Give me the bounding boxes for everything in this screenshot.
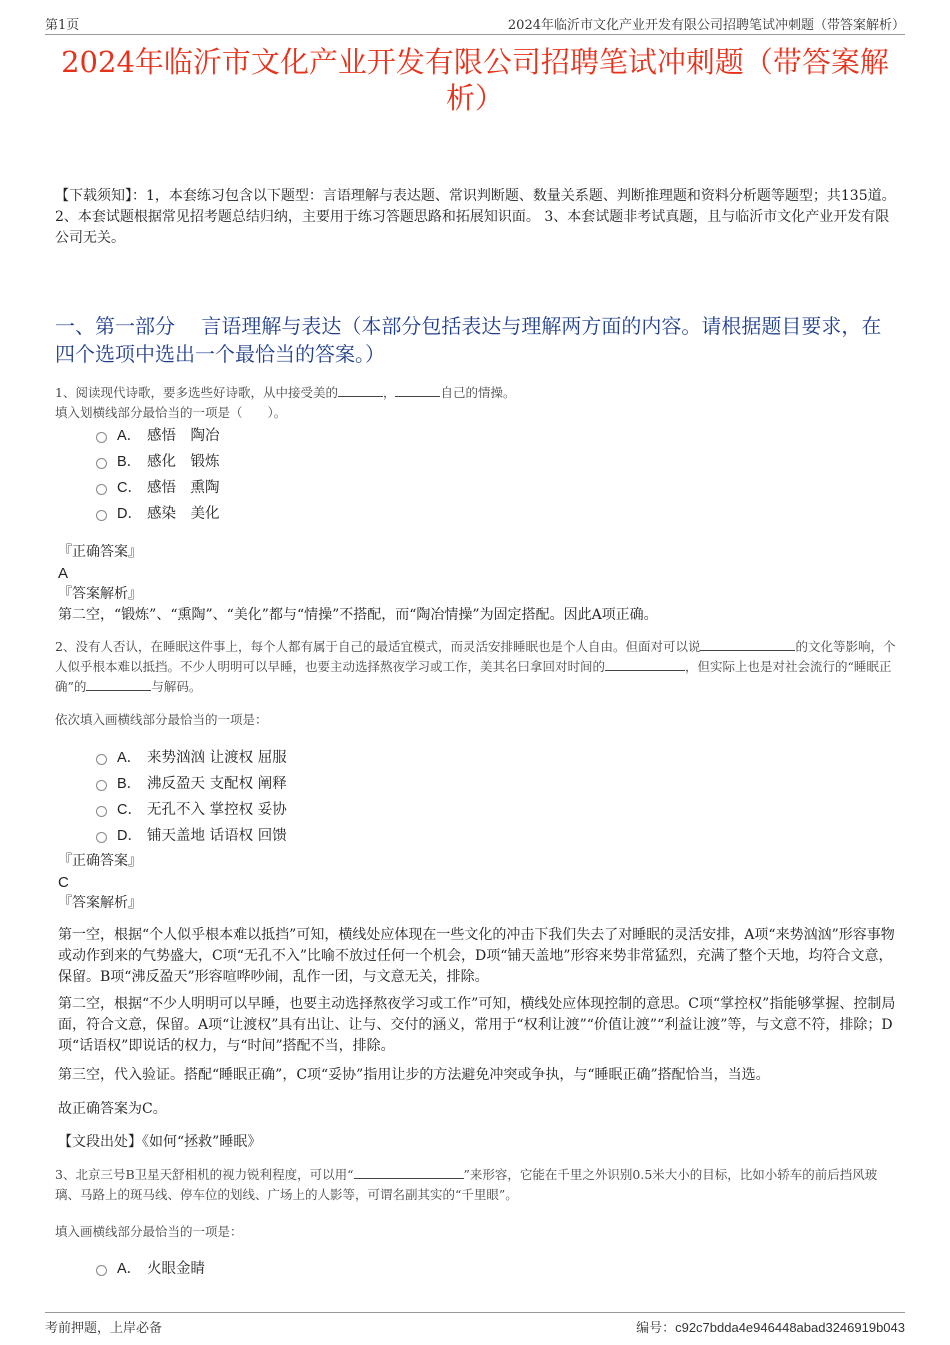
radio-icon[interactable] — [96, 484, 107, 495]
code-value: c92c7bdda4e946448abad3246919b043 — [675, 1320, 905, 1335]
option-a[interactable] — [96, 743, 287, 769]
option-letter: A． — [117, 1260, 142, 1277]
analysis-text: 第二空，“锻炼”、“熏陶”、“美化”都与“情操”不搭配，而“陶冶情操”为固定搭配。因此A项正确。 — [58, 607, 658, 623]
option-b[interactable] — [96, 447, 220, 473]
option-text: 感染 美化 — [147, 505, 220, 522]
q2-stem-part: ，但实际上也是对社会流行的“睡眠正确”的 — [55, 659, 892, 694]
section-heading: 一、第一部分 言语理解与表达（本部分包括表达与理解两方面的内容。请根据题目要求，在四个选项中选出一个最恰当的答案。） — [55, 314, 882, 366]
option-letter: D． — [117, 505, 142, 522]
fill-blank — [605, 658, 685, 671]
radio-icon[interactable] — [96, 806, 107, 817]
option-letter: B． — [117, 775, 142, 792]
q1-instruction: 填入划横线部分最恰当的一项是（ ）。 — [55, 405, 287, 420]
fill-blank — [700, 638, 795, 651]
option-text: 无孔不入 掌控权 妥协 — [147, 801, 287, 818]
fill-blank — [354, 1166, 464, 1179]
q1-stem-part: ， — [382, 385, 396, 400]
radio-icon[interactable] — [96, 458, 107, 469]
q2-stem-part: 的文化等影响，个人似乎根本难以抵挡。不少人明明可以早睡，也要主动选择熬夜学习或工作，美其名曰拿回对时间的 — [55, 639, 896, 674]
analysis-paragraph-2: 第二空，根据“不少人明明可以早睡，也要主动选择熬夜学习或工作”可知，横线处应体现控制的意思。C项“掌控权”指能够掌握、控制局面，符合文意，保留。A项“让渡权”具有出让、让与、交付的涵义，常用于“权利让渡”“价值让渡”“利益让渡”等，与文意不符，排除；D项“话语权”即说话的权力，与“时间”搭配不当，排除。 — [58, 996, 896, 1054]
correct-answer: C — [58, 874, 69, 891]
option-text: 铺天盖地 话语权 回馈 — [147, 827, 287, 844]
question-3-stem — [55, 1165, 900, 1205]
page-number: 第1页 — [45, 18, 80, 33]
option-a[interactable] — [96, 1254, 205, 1280]
option-letter: D． — [117, 827, 142, 844]
fill-blank — [395, 384, 440, 397]
q3-instruction: 填入画横线部分最恰当的一项是： — [55, 1224, 243, 1239]
radio-icon[interactable] — [96, 510, 107, 521]
option-b[interactable] — [96, 769, 287, 795]
text-source: 【文段出处】《如何“拯救”睡眠》 — [58, 1134, 262, 1150]
radio-icon[interactable] — [96, 1265, 107, 1276]
radio-icon[interactable] — [96, 780, 107, 791]
option-letter: C． — [117, 801, 142, 818]
option-text: 火眼金睛 — [147, 1260, 205, 1277]
footer-code — [636, 1317, 905, 1336]
header-doc-title: 2024年临沂市文化产业开发有限公司招聘笔试冲刺题（带答案解析） — [507, 18, 905, 33]
fill-blank — [338, 384, 383, 397]
analysis-paragraph-1: 第一空，根据“个人似乎根本难以抵挡”可知，横线处应体现在一些文化的冲击下我们失去了对睡眠的灵活安排，A项“来势汹汹”形容事物或动作到来的气势盛大，C项“无孔不入”比喻不放过任何一个机会，D项“铺天盖地”形容来势非常猛烈，充满了整个天地，均符合文意，保留。B项“沸反盈天”形容喧哗吵闹，乱作一团，与文意无关，排除。 — [58, 927, 895, 985]
answer-label: 『正确答案』 — [58, 853, 142, 869]
option-letter: B． — [117, 453, 142, 470]
option-text: 感悟 陶冶 — [147, 427, 220, 444]
option-c[interactable] — [96, 795, 287, 821]
correct-answer: A — [58, 565, 69, 582]
analysis-paragraph-3: 第三空，代入验证。搭配“睡眠正确”，C项“妥协”指用让步的方法避免冲突或争执，与“睡眠正确”搭配恰当，当选。 — [58, 1067, 770, 1083]
answer-label: 『正确答案』 — [58, 544, 142, 560]
q2-stem-part: 与解码。 — [151, 679, 202, 694]
question-2-answer — [58, 851, 900, 914]
document-title: 2024年临沂市文化产业开发有限公司招聘笔试冲刺题（带答案解析） — [61, 45, 889, 115]
question-3-options — [96, 1254, 205, 1280]
footer-slogan: 考前押题，上岸必备 — [45, 1321, 163, 1336]
question-2-options — [96, 743, 287, 847]
q2-instruction: 依次填入画横线部分最恰当的一项是： — [55, 712, 268, 727]
option-a[interactable] — [96, 421, 220, 447]
page-footer — [45, 1312, 905, 1337]
option-text: 来势汹汹 让渡权 屈服 — [147, 749, 287, 766]
analysis-conclusion: 故正确答案为C。 — [58, 1101, 167, 1117]
question-1-options — [96, 421, 220, 525]
q3-stem-part: ”来形容，它能在千里之外识别0.5米大小的目标，比如小轿车的前后挡风玻璃、马路上的斑马线、停车位的划线、广场上的人影等，可谓名副其实的“千里眼”。 — [55, 1167, 878, 1202]
download-notice: 【下载须知】：1，本套练习包含以下题型：言语理解与表达题、常识判断题、数量关系题、判断推理题和资料分析题等题型；共135道。 2、本套试题根据常见招考题总结归纳，主要用于练习答题思路和拓展知识面。 3、本套试题非考试真题，且与临沂市文化产业开发有限公司无关。 — [55, 188, 896, 246]
radio-icon[interactable] — [96, 832, 107, 843]
option-letter: A． — [117, 749, 142, 766]
radio-icon[interactable] — [96, 432, 107, 443]
option-letter: A． — [117, 427, 142, 444]
option-d[interactable] — [96, 499, 220, 525]
option-d[interactable] — [96, 821, 287, 847]
fill-blank — [86, 678, 151, 691]
analysis-label: 『答案解析』 — [58, 895, 142, 911]
question-2-stem — [55, 637, 900, 697]
code-label: 编号： — [636, 1321, 676, 1336]
q3-stem-part: 3、北京三号B卫星天舒相机的视力锐利程度，可以用“ — [55, 1167, 354, 1182]
q1-stem-part: 自己的情操。 — [440, 385, 516, 400]
option-text: 感悟 熏陶 — [147, 479, 220, 496]
option-c[interactable] — [96, 473, 220, 499]
option-letter: C． — [117, 479, 142, 496]
analysis-label: 『答案解析』 — [58, 586, 142, 602]
option-text: 感化 锻炼 — [147, 453, 220, 470]
page-header — [45, 14, 905, 35]
question-1-stem — [55, 383, 900, 423]
q2-stem-part: 2、没有人否认，在睡眠这件事上，每个人都有属于自己的最适宜模式，而灵活安排睡眠也是个人自由。但面对可以说 — [55, 639, 701, 654]
q1-stem-part: 1、阅读现代诗歌，要多选些好诗歌，从中接受美的 — [55, 385, 338, 400]
question-1-answer — [58, 542, 900, 626]
option-text: 沸反盈天 支配权 阐释 — [147, 775, 287, 792]
radio-icon[interactable] — [96, 754, 107, 765]
